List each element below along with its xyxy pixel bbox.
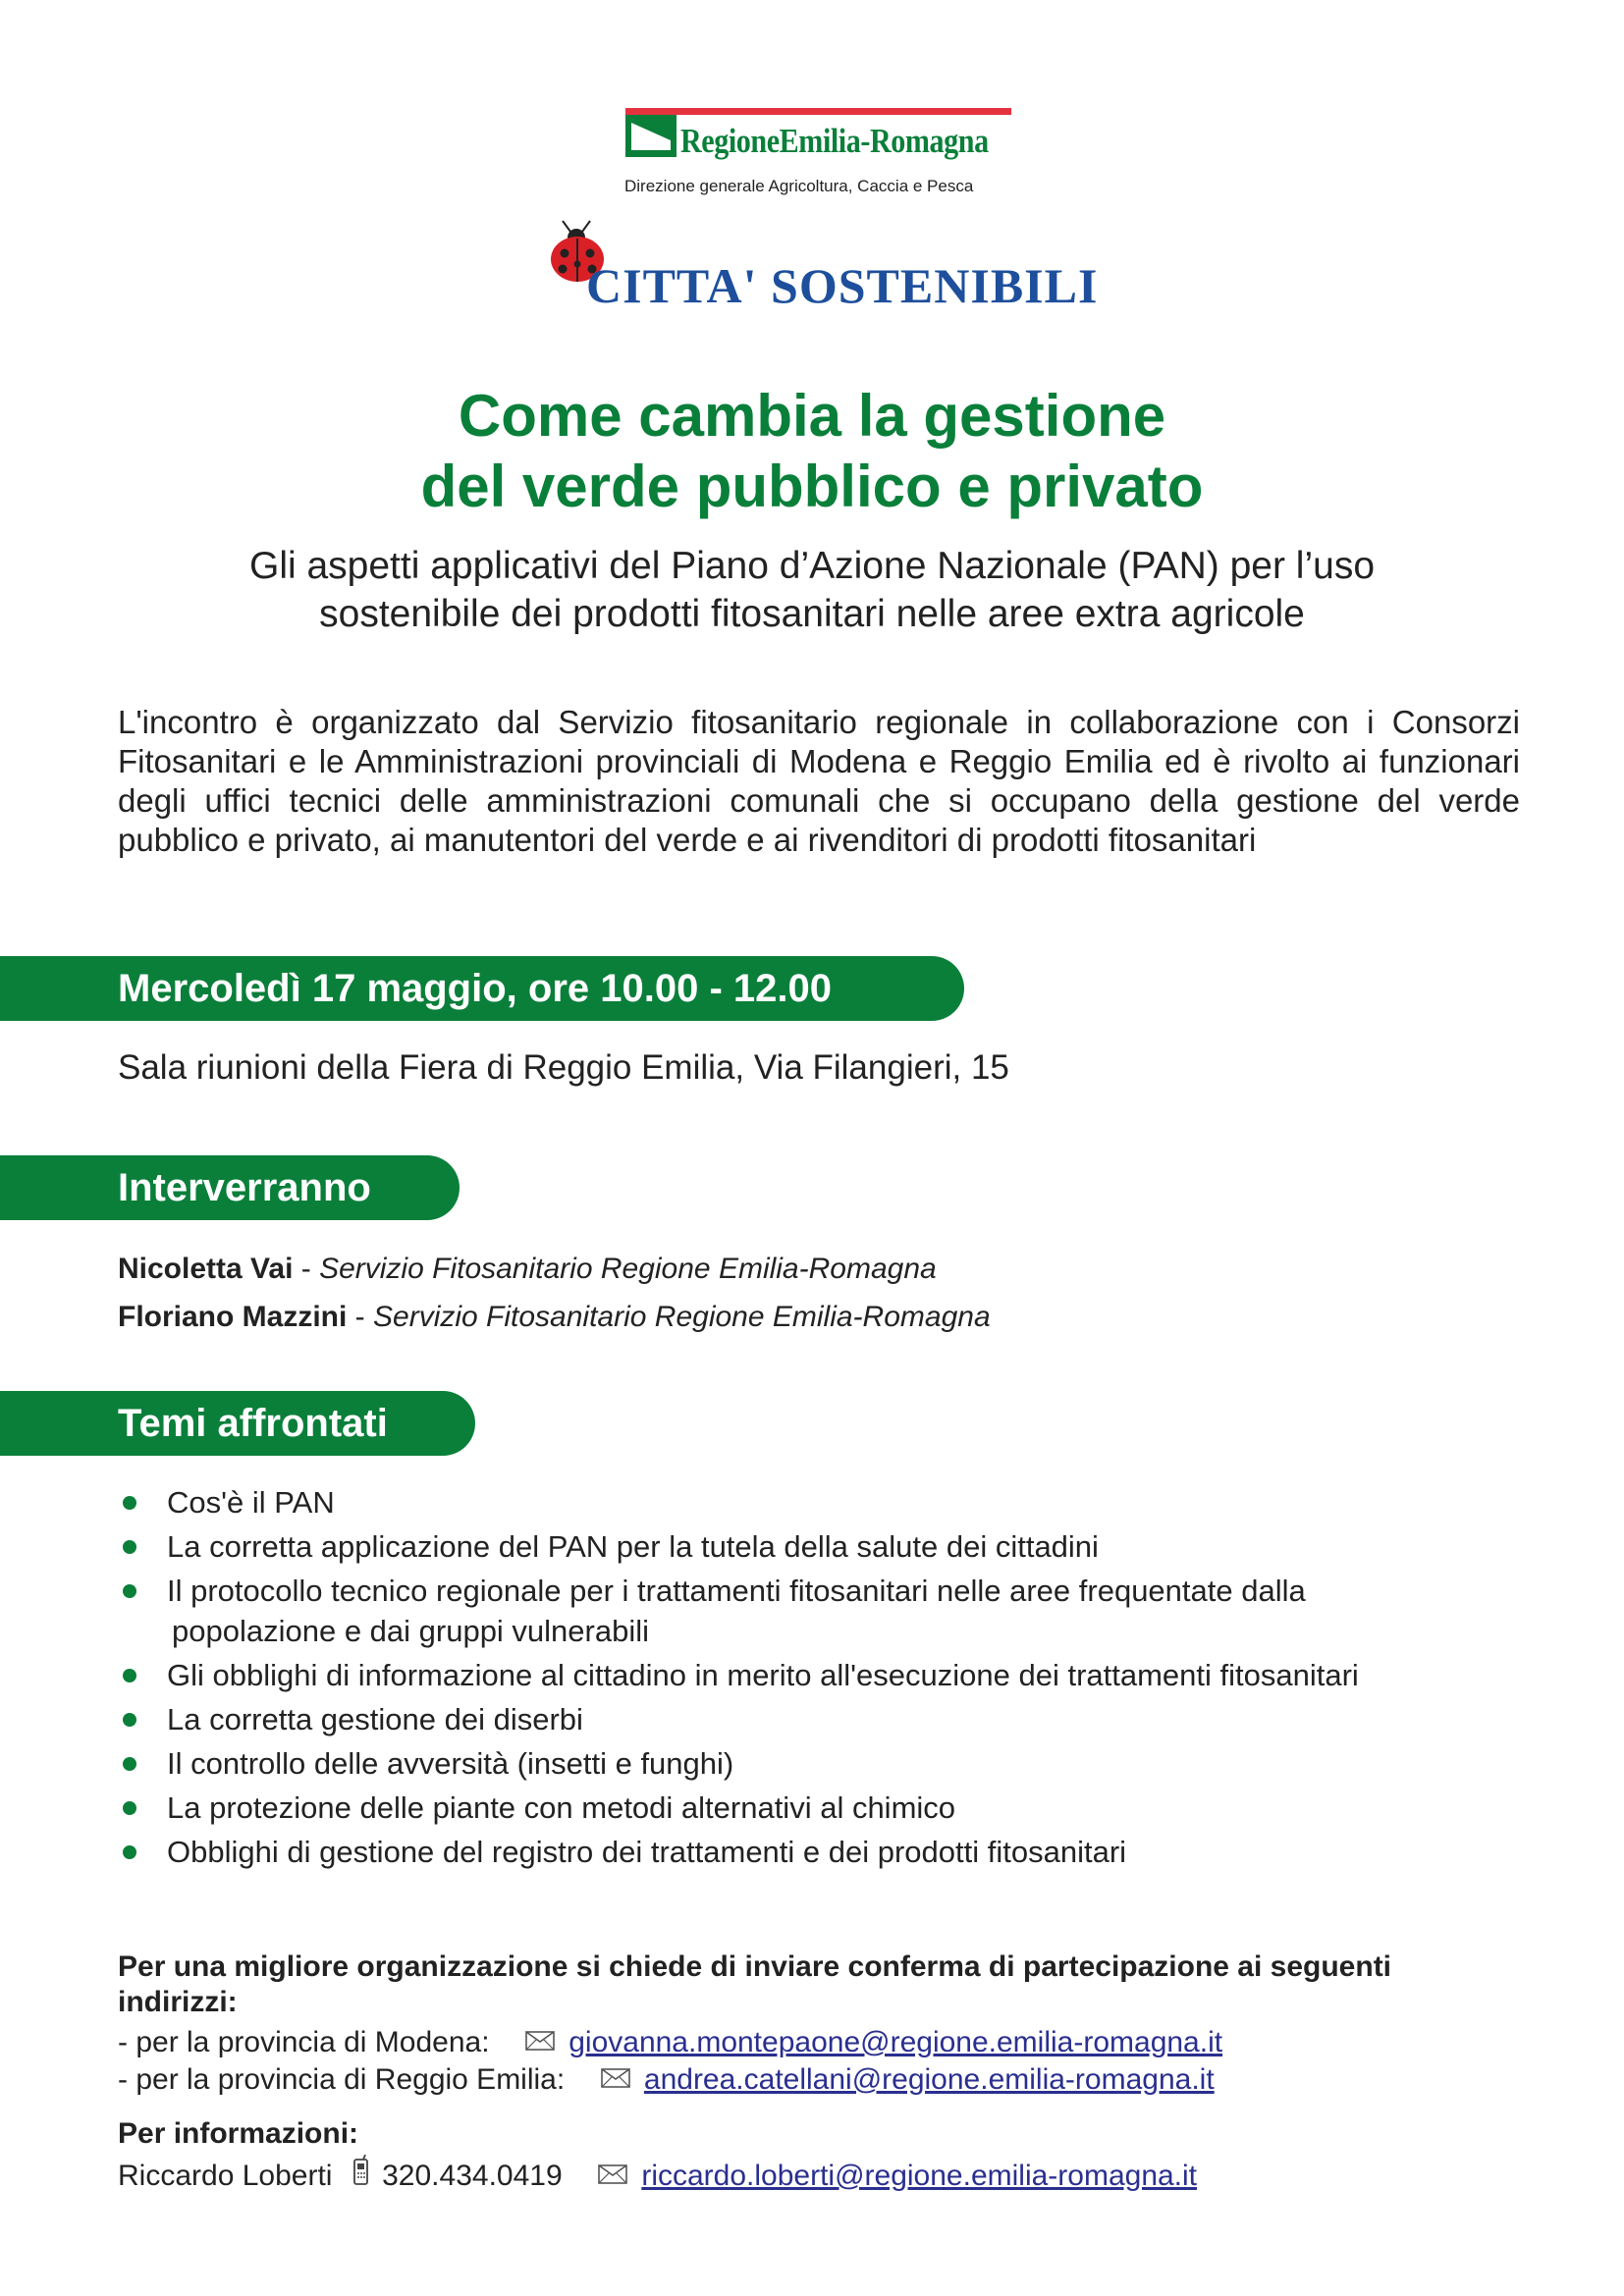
event-venue: Sala riunioni della Fiera di Reggio Emilia, Via Filangieri, 15 — [118, 1048, 1009, 1087]
event-datetime-banner — [0, 956, 964, 1021]
envelope-icon — [601, 2062, 630, 2096]
speaker-separator: - — [347, 1301, 374, 1333]
email-link-modena[interactable]: giovanna.montepaone@regione.emilia-romagna.it — [568, 2025, 1223, 2058]
topic-text: La corretta applicazione del PAN per la tutela della salute dei cittadini — [167, 1529, 1099, 1564]
intro-paragraph: L'incontro è organizzato dal Servizio fitosanitario regionale in collaborazione con i Consorzi Fitosanitari e le Amministrazioni provinciali di Modena e Reggio Emilia ed è rivolto ai funzionari degli uffici tecnici delle amministrazioni comunali che si occupano della gestione del verde pubblico e privato, ai manutentori del verde e ai rivenditori di prodotti fitosanitari — [118, 704, 1520, 858]
contact-modena — [118, 2025, 1222, 2062]
topic-item — [118, 1526, 1492, 1567]
topic-text: Obblighi di gestione del registro dei trattamenti e dei prodotti fitosanitari — [167, 1835, 1127, 1869]
topic-item — [118, 1655, 1492, 1695]
subtitle-line-2: sostenibile dei prodotti fitosanitari nelle aree extra agricole — [319, 593, 1305, 635]
speakers-heading: Interverranno — [118, 1166, 371, 1209]
topic-text-continued: popolazione e dai gruppi vulnerabili — [172, 1614, 650, 1648]
topic-item — [118, 1482, 1492, 1522]
campaign-title: CITTA' SOSTENIBILI — [586, 258, 1099, 313]
topic-text: Il controllo delle avversità (insetti e funghi) — [167, 1746, 734, 1781]
speaker-name: Floriano Mazzini — [118, 1301, 348, 1333]
info-contact — [118, 2155, 1197, 2200]
contact-label: - per la provincia di Reggio Emilia: — [118, 2062, 566, 2096]
page-subtitle — [0, 542, 1624, 638]
speakers-banner — [0, 1155, 460, 1220]
topic-text: Il protocollo tecnico regionale per i trattamenti fitosanitari nelle aree frequentate dalla — [167, 1574, 1306, 1608]
envelope-icon — [525, 2025, 555, 2058]
topic-text: Gli obblighi di informazione al cittadino in merito all'esecuzione dei trattamenti fitosanitari — [167, 1658, 1359, 1692]
speaker-item — [118, 1253, 937, 1286]
confirmation-heading: Per una migliore organizzazione si chiede di inviare conferma di partecipazione ai seguenti indirizzi: — [118, 1950, 1392, 2018]
topics-list — [118, 1482, 1492, 1876]
topic-text: La corretta gestione dei diserbi — [167, 1702, 583, 1736]
page-title — [0, 381, 1624, 522]
topic-item — [118, 1699, 1492, 1739]
regione-logo-icon — [625, 115, 677, 157]
email-link-info[interactable]: riccardo.loberti@regione.emilia-romagna.it — [641, 2159, 1198, 2192]
topic-item — [118, 1743, 1492, 1784]
title-line-2: del verde pubblico e privato — [420, 454, 1204, 519]
speaker-role: Servizio Fitosanitario Regione Emilia-Romagna — [373, 1301, 991, 1333]
speaker-role: Servizio Fitosanitario Regione Emilia-Romagna — [319, 1253, 937, 1285]
event-datetime: Mercoledì 17 maggio, ore 10.00 - 12.00 — [118, 967, 832, 1010]
logo-subtitle: Direzione generale Agricoltura, Caccia e Pesca — [624, 177, 974, 195]
topic-text: La protezione delle piante con metodi alternativi al chimico — [167, 1790, 956, 1825]
topic-item — [118, 1832, 1492, 1872]
regione-logo-wordmark: RegioneEmilia-Romagna — [680, 122, 989, 160]
topic-text: Cos'è il PAN — [167, 1485, 335, 1520]
email-link-reggio[interactable]: andrea.catellani@regione.emilia-romagna.it — [643, 2062, 1215, 2096]
mobile-phone-icon — [352, 2155, 370, 2194]
topics-banner — [0, 1391, 475, 1456]
subtitle-line-1: Gli aspetti applicativi del Piano d’Azione Nazionale (PAN) per l’uso — [248, 545, 1376, 587]
contact-reggio — [118, 2062, 1215, 2100]
speaker-item — [118, 1301, 991, 1334]
logo-red-bar — [625, 108, 1011, 115]
speaker-separator: - — [293, 1253, 320, 1285]
title-line-1: Come cambia la gestione — [458, 383, 1166, 449]
contact-name: Riccardo Loberti — [118, 2159, 333, 2192]
info-heading: Per informazioni: — [118, 2117, 359, 2150]
envelope-icon — [598, 2159, 627, 2192]
speaker-name: Nicoletta Vai — [118, 1253, 294, 1285]
contact-phone: 320.434.0419 — [382, 2159, 563, 2192]
topic-item — [118, 1571, 1492, 1651]
topics-heading: Temi affrontati — [118, 1402, 388, 1445]
contact-label: - per la provincia di Modena: — [118, 2025, 490, 2058]
topic-item — [118, 1788, 1492, 1828]
